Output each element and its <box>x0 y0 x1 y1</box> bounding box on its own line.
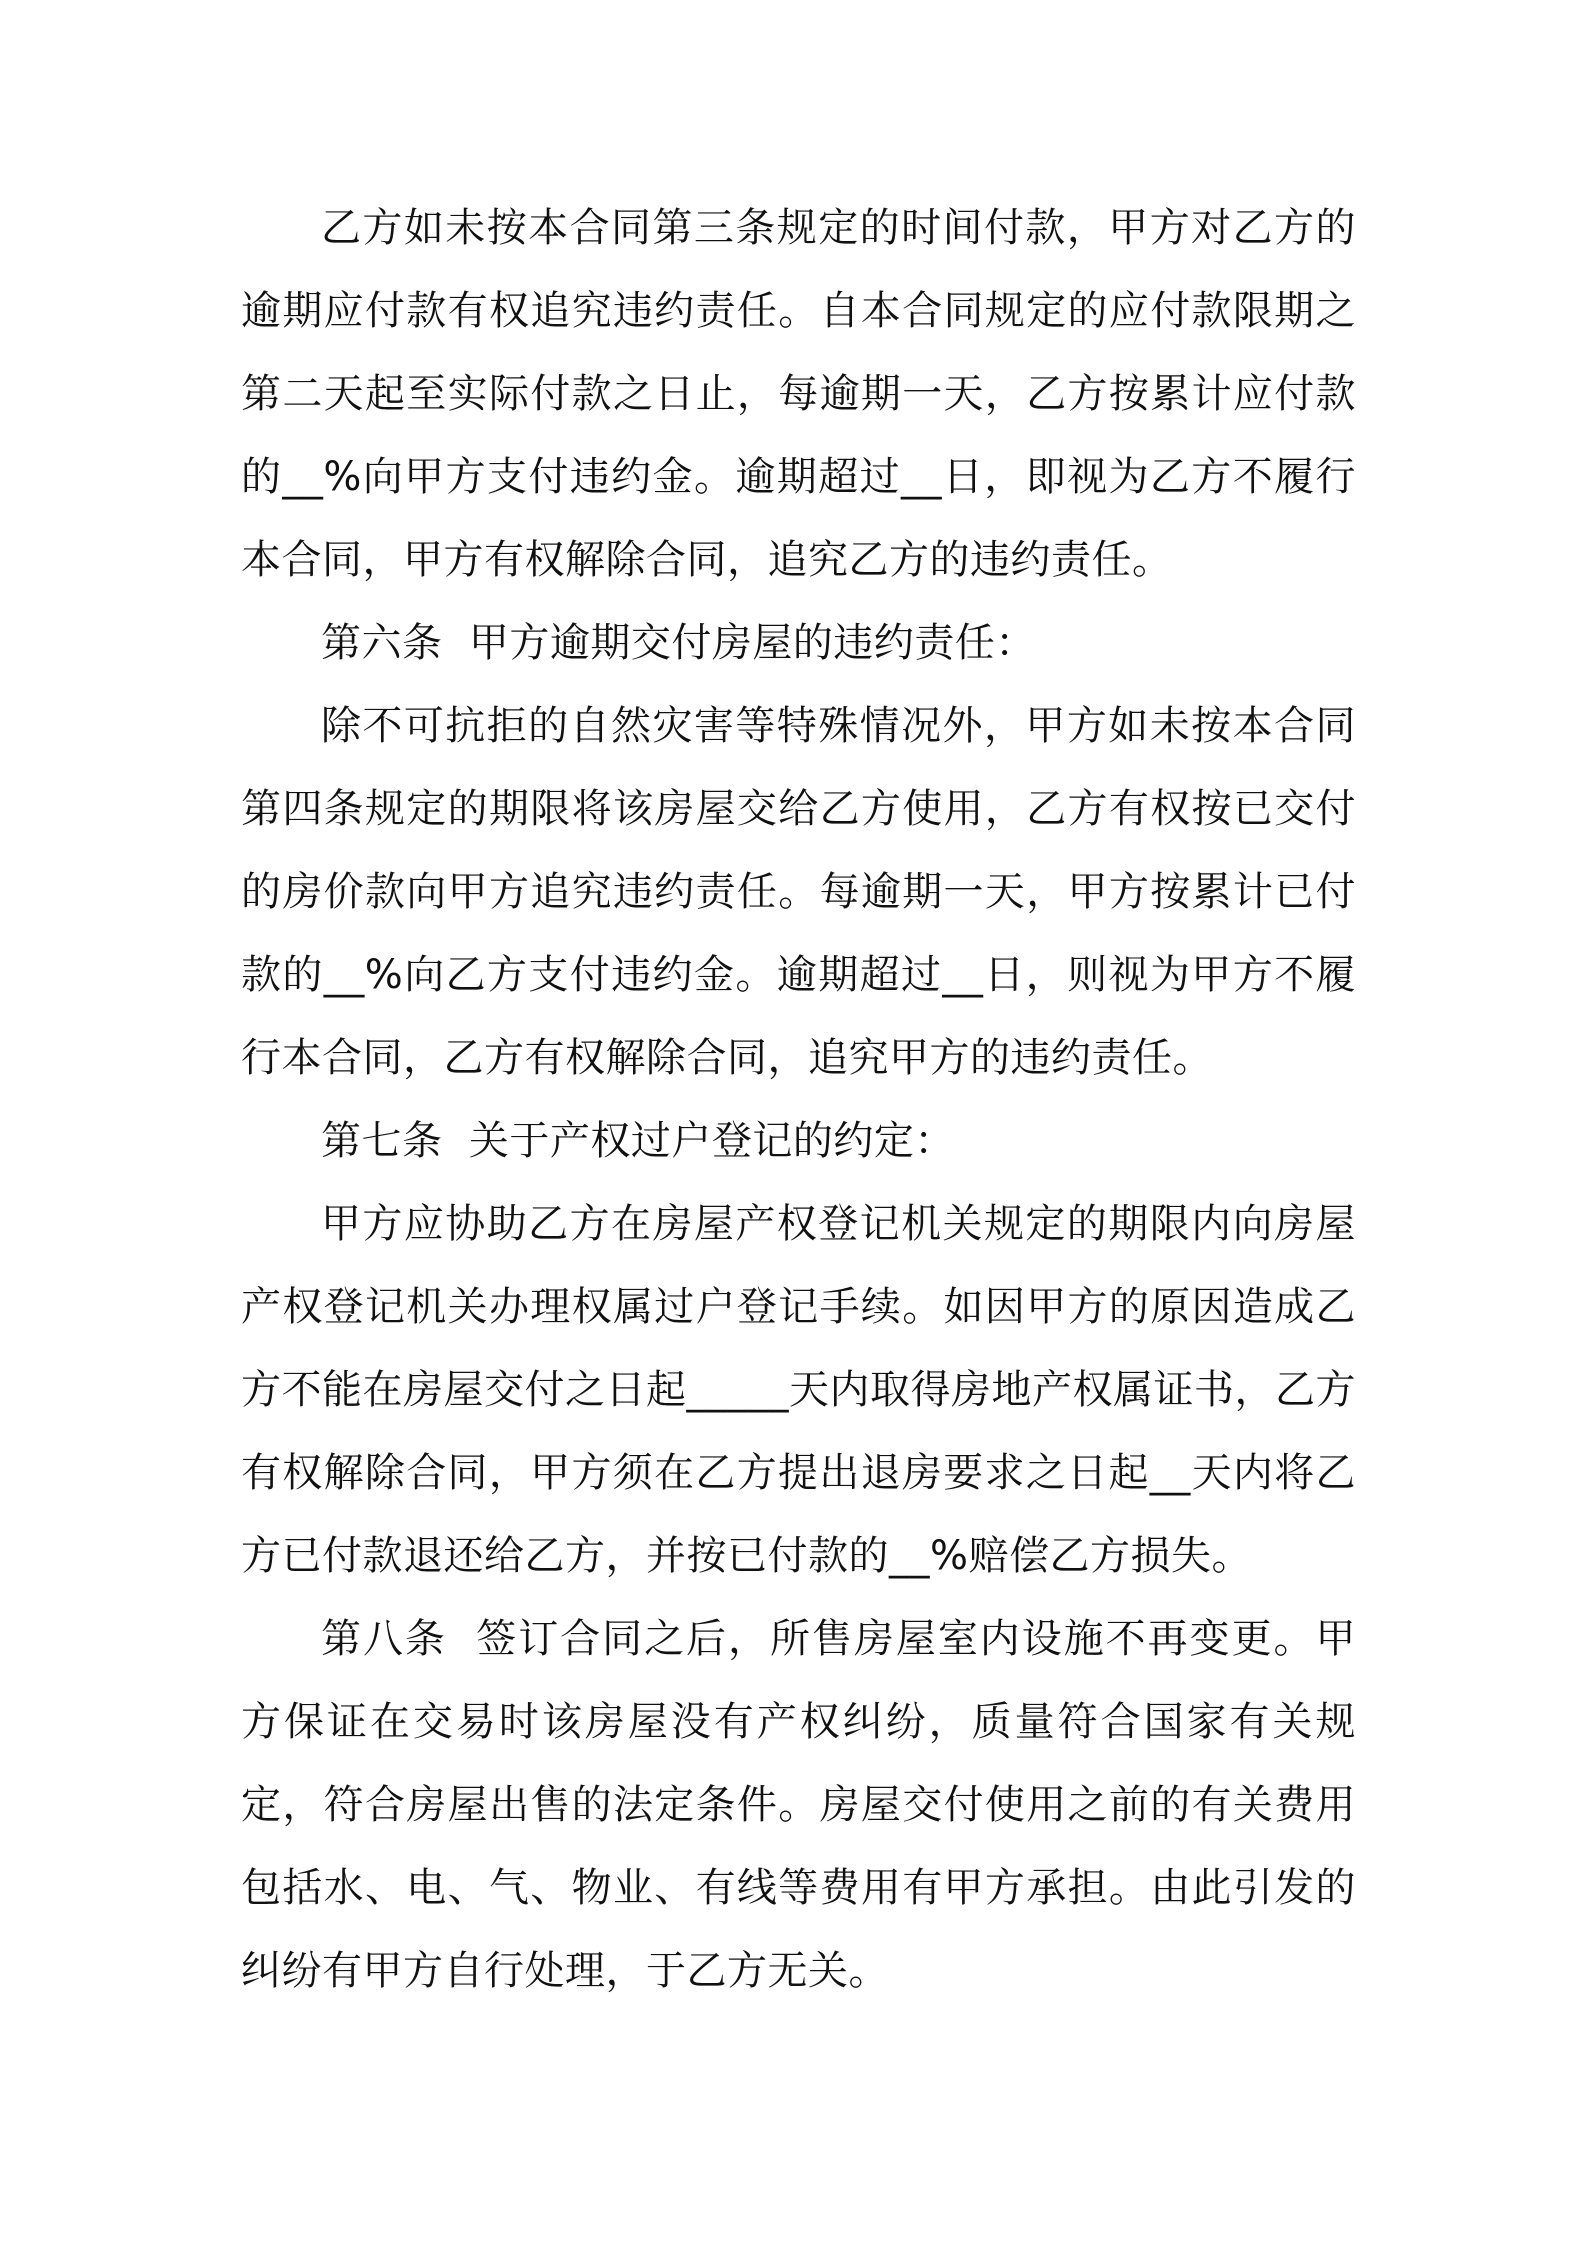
article-8-paragraph: 第八条 签订合同之后，所售房屋室内设施不再变更。甲方保证在交易时该房屋没有产权纠纷，质量符合国家有关规定，符合房屋出售的法定条件。房屋交付使用之前的有关费用包括水、电、气、物业、有线等费用有甲方承担。由此引发的纠纷有甲方自行处理，于乙方无关。 <box>241 1616 1356 1994</box>
article-7-heading: 第七条 关于产权过户登记的约定： <box>321 1118 955 1164</box>
paragraph-seller-late-delivery: 除不可抗拒的自然灾害等特殊情况外，甲方如未按本合同第四条规定的期限将该房屋交给乙方使用，乙方有权按已交付的房价款向甲方追究违约责任。每逾期一天，甲方按累计已付款的__%向乙方支付违约金。逾期超过__日，则视为甲方不履行本合同，乙方有权解除合同，追究甲方的违约责任。 <box>241 703 1356 1081</box>
paragraph-title-transfer: 甲方应协助乙方在房屋产权登记机关规定的期限内向房屋产权登记机关办理权属过户登记手续。如因甲方的原因造成乙方不能在房屋交付之日起_____天内取得房地产权属证书，乙方有权解除合同，甲方须在乙方提出退房要求之日起__天内将乙方已付款退还给乙方，并按已付款的__%赔偿乙方损失。 <box>241 1201 1356 1579</box>
document-body <box>241 187 1356 2013</box>
paragraph-buyer-late-payment: 乙方如未按本合同第三条规定的时间付款，甲方对乙方的逾期应付款有权追究违约责任。自本合同规定的应付款限期之第二天起至实际付款之日止，每逾期一天，乙方按累计应付款的__%向甲方支付违约金。逾期超过__日，即视为乙方不履行本合同，甲方有权解除合同，追究乙方的违约责任。 <box>241 205 1356 583</box>
article-6-heading: 第六条 甲方逾期交付房屋的违约责任： <box>321 620 1036 666</box>
